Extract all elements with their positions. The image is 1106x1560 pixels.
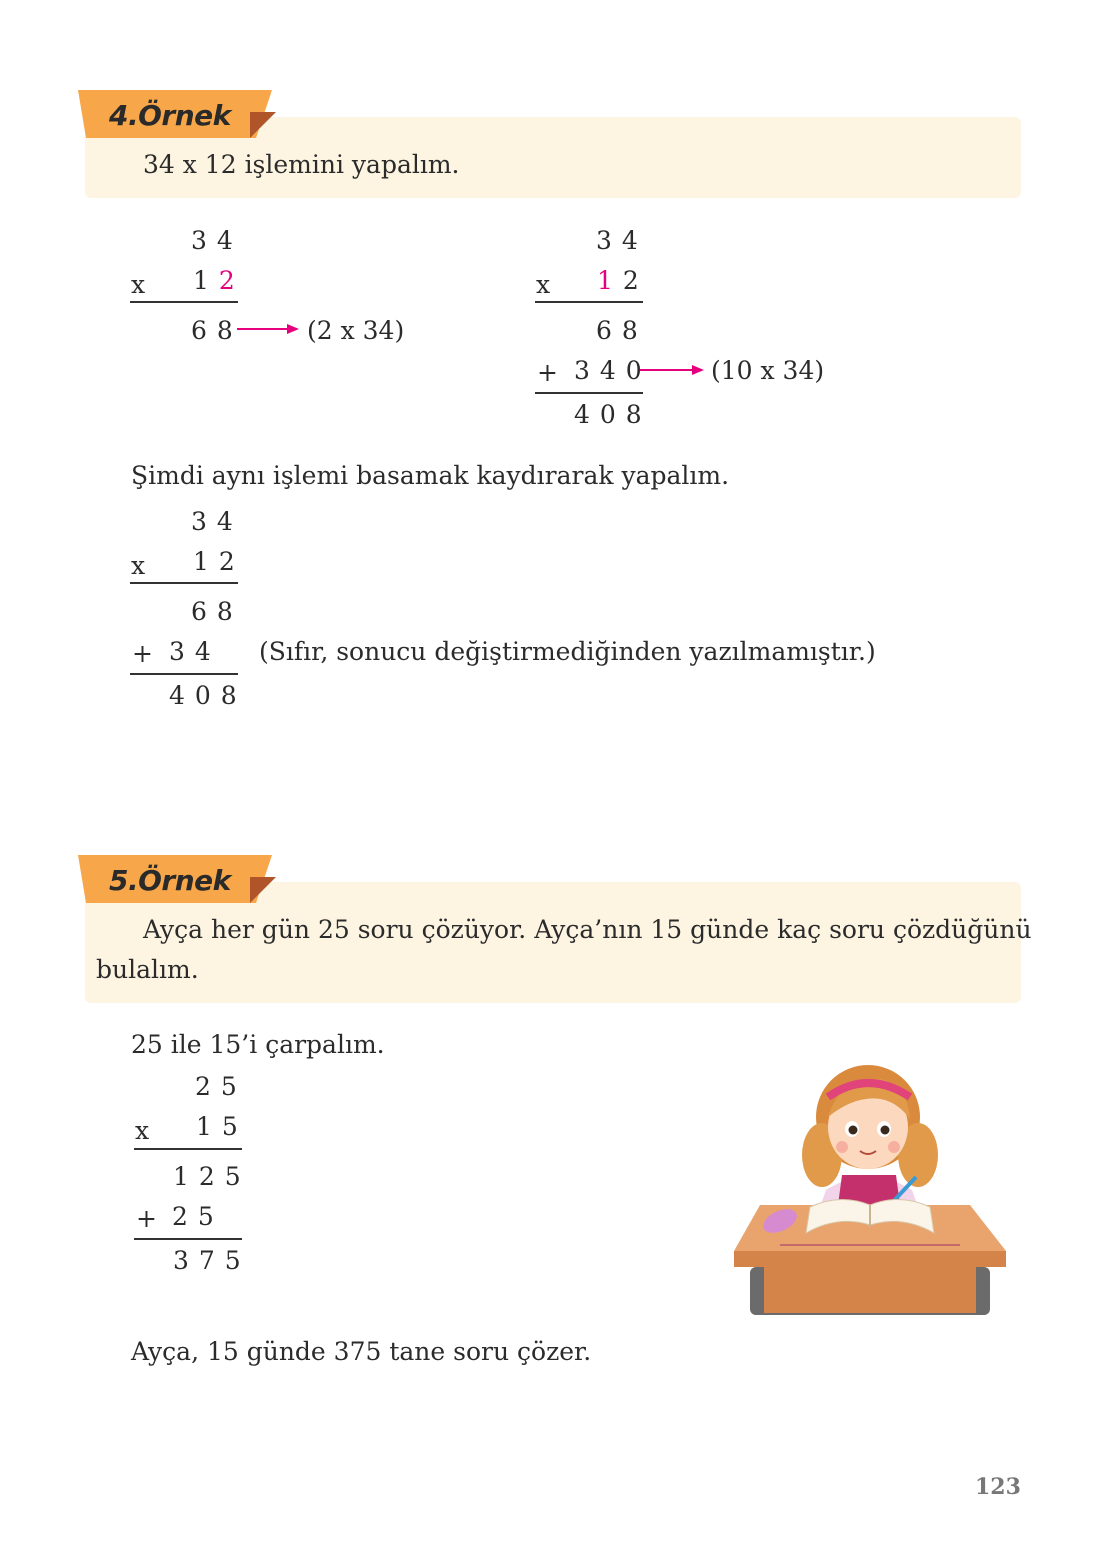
- e5-total: 3 7 5: [173, 1246, 242, 1275]
- e4-shift-note: (Sıfır, sonucu değiştirmediğinden yazılmamıştır.): [259, 637, 876, 666]
- e4-shift-line1: 6 8: [191, 597, 234, 626]
- e5-multiplier: 1 5: [196, 1112, 239, 1141]
- e4-right-mult-plain: 2: [613, 266, 640, 295]
- e4-right-mult-highlight: 1: [597, 266, 614, 295]
- e4-shift-line2: 3 4: [169, 637, 212, 666]
- e4-right-rule2: [535, 392, 643, 394]
- e4-left-mult-highlight: 2: [218, 266, 236, 295]
- e4-shift-times: x: [131, 551, 146, 580]
- example5-prompt-line1: Ayça her gün 25 soru çözüyor. Ayça’nın 15 günde kaç soru çözdüğünü: [143, 915, 1032, 944]
- e4-shift-intro: Şimdi aynı işlemi basamak kaydırarak yapalım.: [131, 461, 730, 490]
- e4-shift-top: 3 4: [191, 507, 234, 536]
- e4-right-plus: +: [537, 358, 558, 387]
- e4-right-times: x: [536, 270, 551, 299]
- e4-left-rule: [130, 301, 238, 303]
- e4-left-result: 6 8: [191, 316, 234, 345]
- e5-line1: 1 2 5: [173, 1162, 242, 1191]
- example5-prompt-line2: bulalım.: [96, 955, 199, 984]
- e4-right-total: 4 0 8: [574, 400, 643, 429]
- e4-shift-total: 4 0 8: [169, 681, 238, 710]
- e5-line2: 2 5: [172, 1202, 215, 1231]
- e5-rule2: [134, 1238, 242, 1240]
- e5-top: 2 5: [195, 1072, 238, 1101]
- e4-shift-multiplier: 1 2: [193, 547, 236, 576]
- example5-title: 5.Örnek: [109, 864, 231, 897]
- e4-shift-plus: +: [132, 639, 153, 668]
- e4-right-line2: 3 4 0: [574, 356, 643, 385]
- e5-plus: +: [136, 1204, 157, 1233]
- e4-right-multiplier: [597, 268, 640, 293]
- e4-right-arrow: [640, 362, 706, 378]
- page-number: 123: [975, 1474, 1021, 1500]
- e4-right-note: (10 x 34): [711, 356, 825, 385]
- example4-title: 4.Örnek: [109, 99, 231, 132]
- example4-prompt: 34 x 12 işlemini yapalım.: [143, 150, 460, 179]
- girl-at-desk-illustration: [730, 1055, 1010, 1320]
- e4-shift-rule2: [130, 673, 238, 675]
- e5-times: x: [135, 1116, 150, 1145]
- example5-conclusion: Ayça, 15 günde 375 tane soru çözer.: [131, 1337, 592, 1366]
- e4-left-mult-plain: 1: [193, 266, 219, 295]
- e4-left-top: 3 4: [191, 226, 234, 255]
- example5-intro: 25 ile 15’i çarpalım.: [131, 1030, 385, 1059]
- e4-right-rule1: [535, 301, 643, 303]
- e4-left-note: (2 x 34): [307, 316, 405, 345]
- e5-rule1: [134, 1148, 242, 1150]
- e4-shift-rule1: [130, 582, 238, 584]
- e4-left-multiplier: [193, 268, 236, 293]
- e4-left-times: x: [131, 270, 146, 299]
- e4-left-arrow: [237, 321, 301, 337]
- e4-right-top: 3 4: [596, 226, 639, 255]
- e4-right-line1: 6 8: [596, 316, 639, 345]
